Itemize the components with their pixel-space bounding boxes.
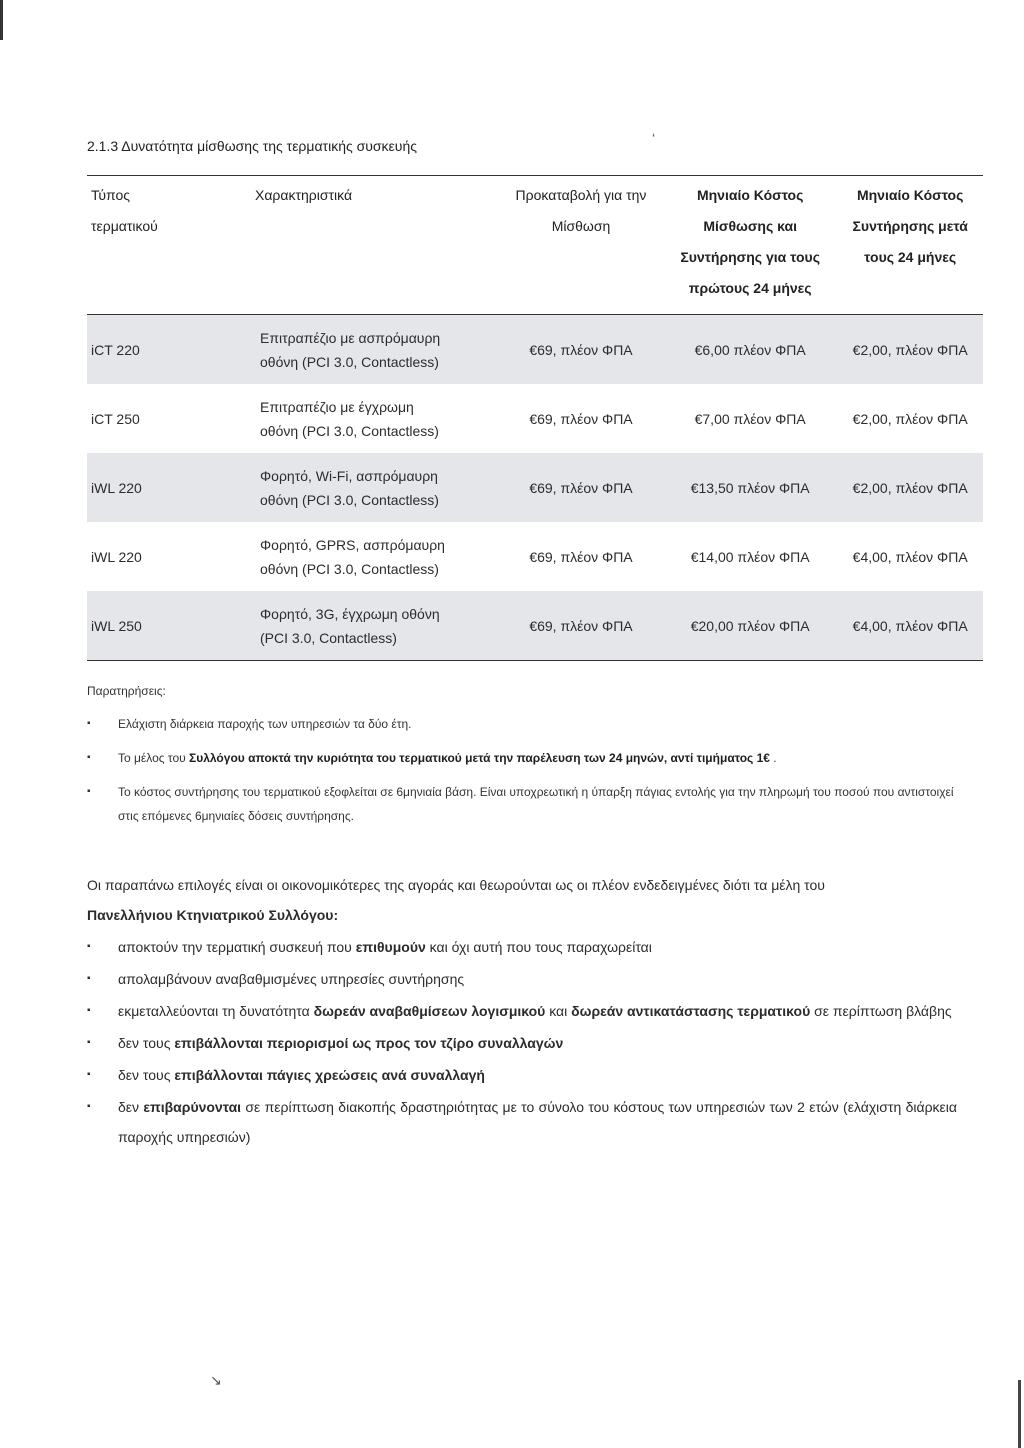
cell-monthly-after: €2,00, πλέον ΦΠΑ — [837, 315, 983, 385]
cell-terminal-type: iCT 250 — [91, 410, 140, 427]
table-row — [87, 384, 983, 453]
notes-section — [87, 684, 967, 838]
note-item — [87, 746, 967, 770]
benefit-item — [87, 1060, 957, 1090]
text: Το μέλος του — [118, 751, 190, 765]
cell-monthly-first: €7,00 πλέον ΦΠΑ — [694, 410, 806, 427]
cell-monthly-first: €14,00 πλέον ΦΠΑ — [690, 548, 810, 565]
bold-text: δωρεάν αντικατάστασης τερματικού — [571, 1003, 811, 1019]
bold-text: δωρεάν αναβαθμίσεων λογισμικού — [313, 1003, 546, 1019]
text: Το κόστος συντήρησης του τερματικού εξοφλείται σε 6μηνιαία βάση. Είναι υποχρεωτική η ύπαρξη πάγιας εντολής για την πληρωμή του ποσού που αντιστοιχεί στις επόμενες 6μηνιαίες δόσεις συντήρησης. — [118, 785, 954, 823]
text: εκμεταλλεύονται τη δυνατότητα — [118, 1003, 314, 1019]
text: Οι παραπάνω επιλογές είναι οι οικονομικότερες της αγοράς και θεωρούνται ως οι πλέον ενδεδειγμένες διότι τα μέλη του — [87, 877, 825, 893]
notes-list — [87, 712, 967, 828]
bold-text: Συλλόγου αποκτά την κυριότητα του τερματικού μετά την παρέλευση των 24 μηνών, αντί τιμήματος 1€ — [189, 751, 770, 765]
header-monthly-after: Μηνιαίο Κόστος Συντήρησης μετά τους 24 μήνες — [837, 176, 983, 315]
feature-line: Επιτραπέζιο με έγχρωμη — [260, 398, 414, 415]
feature-line: οθόνη (PCI 3.0, Contactless) — [260, 491, 439, 508]
feature-line: Φορητό, GPRS, ασπρόμαυρη — [260, 536, 445, 553]
bold-text: επιθυμούν — [355, 939, 426, 955]
bold-text: επιβάλλονται περιορισμοί ως προς τον τζίρο συναλλαγών — [174, 1035, 564, 1051]
cell-terminal-type: iWL 250 — [87, 591, 210, 661]
text: σε περίπτωση βλάβης — [810, 1003, 952, 1019]
cell-deposit: €69, πλέον ΦΠΑ — [499, 453, 663, 522]
cell-terminal-type: iWL 220 — [91, 548, 142, 565]
benefit-item — [87, 1092, 957, 1152]
table-row — [87, 315, 983, 385]
table-header-row — [87, 176, 983, 315]
feature-line: Φορητό, 3G, έγχρωμη οθόνη — [260, 605, 440, 622]
cell-deposit: €69, πλέον ΦΠΑ — [499, 591, 663, 661]
header-monthly-first: Μηνιαίο Κόστος Μίσθωσης και Συντήρησης για τους πρώτους 24 μήνες — [663, 176, 837, 315]
cell-features — [210, 591, 499, 661]
header-type: Τύπος τερματικού — [87, 176, 210, 315]
cell-features — [210, 384, 499, 453]
cell-deposit: €69, πλέον ΦΠΑ — [529, 410, 633, 427]
notes-heading: Παρατηρήσεις: — [87, 684, 166, 698]
cell-terminal-type: iWL 220 — [87, 453, 210, 522]
text: σε περίπτωση διακοπής δραστηριότητας με το σύνολο του κόστους των υπηρεσιών των 2 ετών (ελάχιστη διάρκεια παροχής υπηρεσιών) — [118, 1099, 957, 1145]
lease-options-table — [87, 175, 983, 661]
text: και — [545, 1003, 572, 1019]
scan-speck: ‘ — [652, 130, 656, 146]
benefit-item — [87, 1028, 957, 1058]
benefit-item — [87, 964, 957, 994]
benefit-item — [87, 932, 957, 962]
scan-edge-mark — [0, 0, 3, 40]
text: απολαμβάνουν αναβαθμισμένες υπηρεσίες συντήρησης — [118, 971, 465, 987]
cell-monthly-first: €6,00 πλέον ΦΠΑ — [663, 315, 837, 385]
text: αποκτούν την τερματική συσκευή που — [118, 939, 356, 955]
feature-line: οθόνη (PCI 3.0, Contactless) — [260, 353, 439, 370]
benefits-list — [87, 932, 957, 1152]
header-deposit: Προκαταβολή για την Μίσθωση — [499, 176, 663, 315]
benefits-section — [87, 870, 957, 1154]
scan-speck: ↘ — [210, 1372, 222, 1388]
section-title: 2.1.3 Δυνατότητα μίσθωσης της τερματικής συσκευής — [87, 138, 417, 154]
bold-text: επιβάλλονται πάγιες χρεώσεις ανά συναλλαγή — [174, 1067, 485, 1083]
cell-monthly-after: €4,00, πλέον ΦΠΑ — [837, 591, 983, 661]
cell-deposit: €69, πλέον ΦΠΑ — [529, 548, 633, 565]
scan-edge-mark — [1018, 1380, 1021, 1448]
feature-line: οθόνη (PCI 3.0, Contactless) — [260, 560, 439, 577]
feature-line: Φορητό, Wi-Fi, ασπρόμαυρη — [260, 467, 438, 484]
feature-line: (PCI 3.0, Contactless) — [260, 629, 397, 646]
cell-monthly-after: €4,00, πλέον ΦΠΑ — [852, 548, 968, 565]
text: δεν τους — [118, 1035, 175, 1051]
table-row — [87, 591, 983, 661]
feature-line: οθόνη (PCI 3.0, Contactless) — [260, 422, 439, 439]
cell-features — [210, 315, 499, 385]
text: Ελάχιστη διάρκεια παροχής των υπηρεσιών τα δύο έτη. — [118, 717, 412, 731]
note-item — [87, 780, 967, 828]
text: και όχι αυτή που τους παραχωρείται — [425, 939, 652, 955]
cell-monthly-after: €2,00, πλέον ΦΠΑ — [837, 453, 983, 522]
cell-terminal-type: iCT 220 — [87, 315, 210, 385]
text: δεν — [118, 1099, 144, 1115]
bold-text: Πανελλήνιου Κτηνιατρικού Συλλόγου: — [87, 907, 339, 923]
benefit-item — [87, 996, 957, 1026]
benefits-intro — [87, 870, 957, 930]
header-features: Χαρακτηριστικά — [210, 176, 499, 315]
text: δεν τους — [118, 1067, 175, 1083]
table-row — [87, 522, 983, 591]
cell-features — [210, 522, 499, 591]
feature-line: Επιτραπέζιο με ασπρόμαυρη — [260, 329, 441, 346]
cell-deposit: €69, πλέον ΦΠΑ — [499, 315, 663, 385]
text: . — [769, 751, 777, 765]
note-item — [87, 712, 967, 736]
bold-text: επιβαρύνονται — [143, 1099, 242, 1115]
cell-monthly-after: €2,00, πλέον ΦΠΑ — [852, 410, 968, 427]
cell-monthly-first: €20,00 πλέον ΦΠΑ — [663, 591, 837, 661]
cell-monthly-first: €13,50 πλέον ΦΠΑ — [663, 453, 837, 522]
table-row — [87, 453, 983, 522]
cell-features — [210, 453, 499, 522]
